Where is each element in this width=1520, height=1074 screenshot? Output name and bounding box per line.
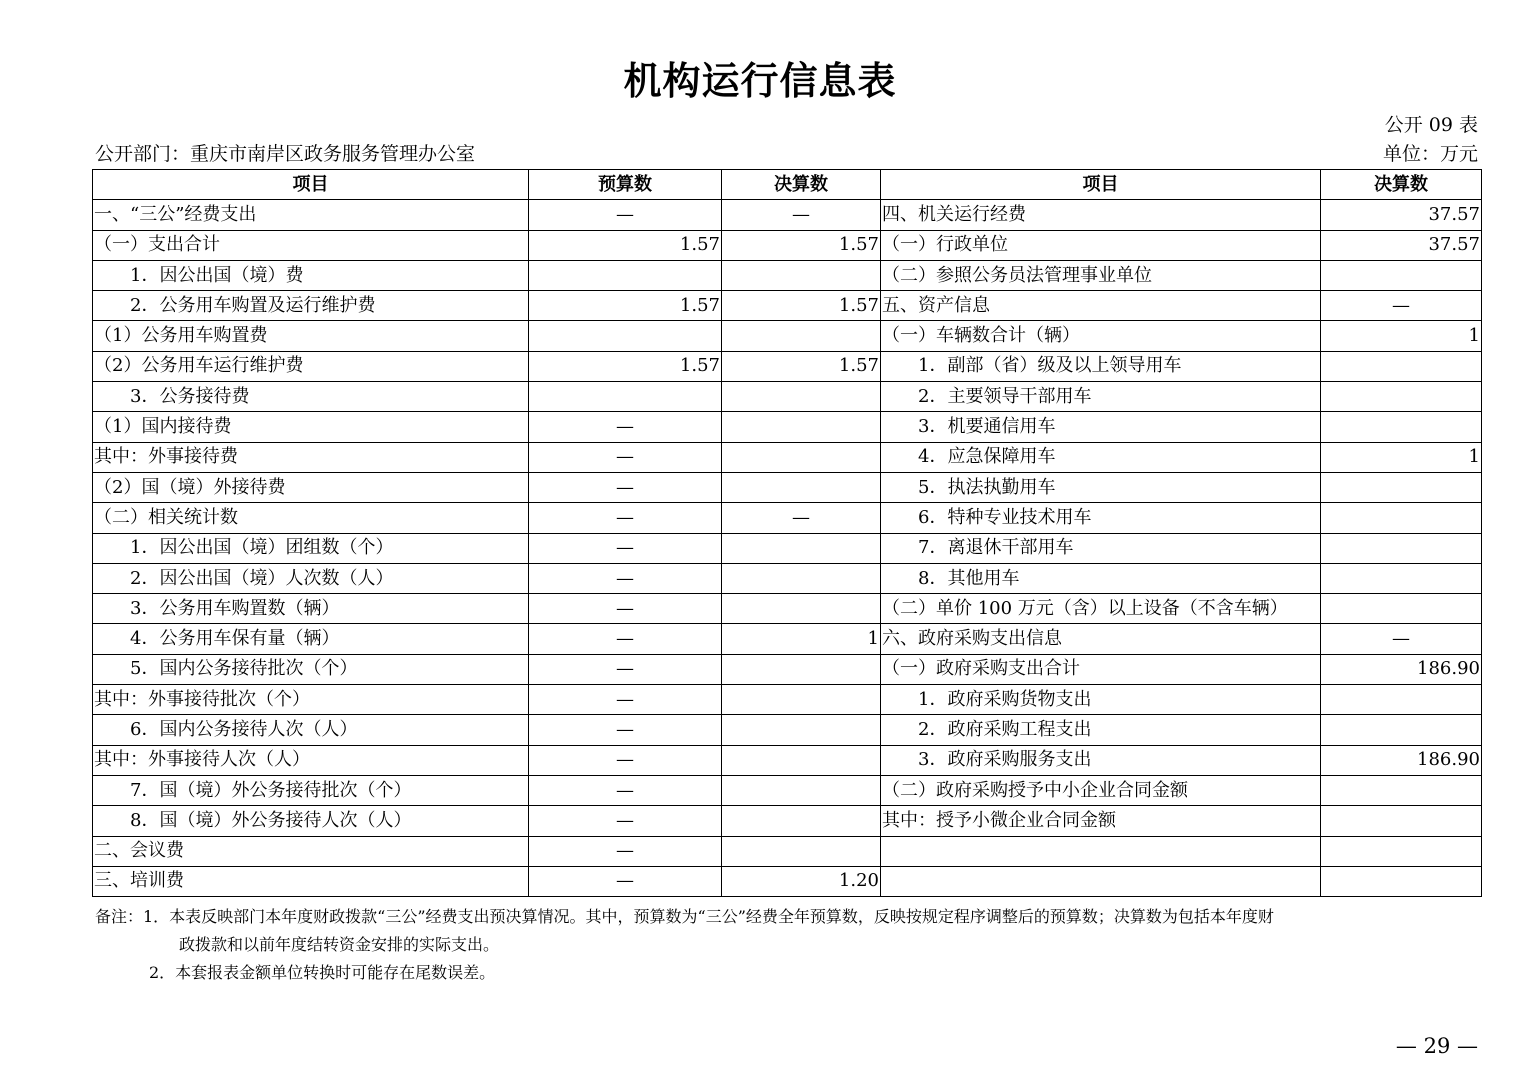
cell-item-right: （一）行政单位 xyxy=(881,230,1321,260)
cell-item-right: （一）车辆数合计（辆） xyxy=(881,321,1321,351)
cell-item-left: （二）相关统计数 xyxy=(93,503,529,533)
form-id: 公开 09 表 xyxy=(1384,114,1478,136)
cell-item-left: 4．公务用车保有量（辆） xyxy=(93,624,529,654)
cell-item-left: 1．因公出国（境）团组数（个） xyxy=(93,533,529,563)
header-item-right: 项目 xyxy=(881,170,1321,200)
cell-final-right: 1 xyxy=(1321,321,1482,351)
table-header-row xyxy=(93,170,1482,200)
cell-final-left xyxy=(722,412,881,442)
cell-item-left: 一、“三公”经费支出 xyxy=(93,200,529,230)
cell-final-right: 186.90 xyxy=(1321,654,1482,684)
table-row xyxy=(93,624,1482,654)
cell-final-right: — xyxy=(1321,291,1482,321)
cell-final-left xyxy=(722,775,881,805)
table-row xyxy=(93,563,1482,593)
table-row xyxy=(93,745,1482,775)
cell-final-left xyxy=(722,836,881,866)
cell-budget: — xyxy=(529,533,722,563)
cell-item-left: （2）国（境）外接待费 xyxy=(93,472,529,502)
cell-final-left: 1.57 xyxy=(722,351,881,381)
cell-final-left xyxy=(722,260,881,290)
cell-budget: — xyxy=(529,442,722,472)
cell-final-right xyxy=(1321,412,1482,442)
table-row xyxy=(93,806,1482,836)
cell-item-right: 六、政府采购支出信息 xyxy=(881,624,1321,654)
cell-budget: — xyxy=(529,685,722,715)
cell-item-left: （1）国内接待费 xyxy=(93,412,529,442)
cell-item-left: 其中：外事接待人次（人） xyxy=(93,745,529,775)
cell-budget: — xyxy=(529,624,722,654)
cell-final-left xyxy=(722,442,881,472)
operations-info-table xyxy=(92,169,1482,897)
cell-item-left: 2．公务用车购置及运行维护费 xyxy=(93,291,529,321)
note-line-3: 2．本套报表金额单位转换时可能存在尾数误差。 xyxy=(149,963,496,982)
cell-final-right xyxy=(1321,775,1482,805)
cell-item-right: 1．副部（省）级及以上领导用车 xyxy=(881,351,1321,381)
table-row xyxy=(93,382,1482,412)
cell-final-right xyxy=(1321,594,1482,624)
cell-item-left: 8．国（境）外公务接待人次（人） xyxy=(93,806,529,836)
cell-final-right xyxy=(1321,351,1482,381)
cell-final-right: 186.90 xyxy=(1321,745,1482,775)
cell-final-right xyxy=(1321,533,1482,563)
header-budget: 预算数 xyxy=(529,170,722,200)
cell-final-right: — xyxy=(1321,624,1482,654)
header-item-left: 项目 xyxy=(93,170,529,200)
cell-item-left: （2）公务用车运行维护费 xyxy=(93,351,529,381)
cell-budget: — xyxy=(529,200,722,230)
cell-final-right xyxy=(1321,382,1482,412)
table-row xyxy=(93,775,1482,805)
cell-item-right: （二）政府采购授予中小企业合同金额 xyxy=(881,775,1321,805)
cell-final-left: 1.57 xyxy=(722,230,881,260)
cell-budget: — xyxy=(529,503,722,533)
note-line-1: 备注：1．本表反映部门本年度财政拨款“三公”经费支出预决算情况。其中，预算数为“三公”经费全年预算数，反映按规定程序调整后的预算数；决算数为包括本年度财 xyxy=(95,907,1274,926)
table-row xyxy=(93,685,1482,715)
cell-budget xyxy=(529,260,722,290)
cell-final-right xyxy=(1321,836,1482,866)
table-row xyxy=(93,351,1482,381)
cell-final-right xyxy=(1321,685,1482,715)
table-row xyxy=(93,442,1482,472)
table-row xyxy=(93,533,1482,563)
cell-item-left: 5．国内公务接待批次（个） xyxy=(93,654,529,684)
table-row xyxy=(93,291,1482,321)
cell-item-right: 5．执法执勤用车 xyxy=(881,472,1321,502)
table-row xyxy=(93,654,1482,684)
cell-item-left: 其中：外事接待批次（个） xyxy=(93,685,529,715)
cell-budget: — xyxy=(529,806,722,836)
cell-final-right: 37.57 xyxy=(1321,200,1482,230)
table-row xyxy=(93,503,1482,533)
cell-budget: 1.57 xyxy=(529,351,722,381)
cell-item-left: 3．公务接待费 xyxy=(93,382,529,412)
cell-item-left: 2．因公出国（境）人次数（人） xyxy=(93,563,529,593)
cell-budget: 1.57 xyxy=(529,291,722,321)
cell-final-left xyxy=(722,382,881,412)
cell-item-left: 3．公务用车购置数（辆） xyxy=(93,594,529,624)
cell-final-left: 1.57 xyxy=(722,291,881,321)
cell-budget: — xyxy=(529,654,722,684)
cell-budget xyxy=(529,382,722,412)
cell-item-right: 其中：授予小微企业合同金额 xyxy=(881,806,1321,836)
cell-item-right: （二）参照公务员法管理事业单位 xyxy=(881,260,1321,290)
cell-budget: — xyxy=(529,836,722,866)
cell-item-left: 二、会议费 xyxy=(93,836,529,866)
note-line-2: 政拨款和以前年度结转资金安排的实际支出。 xyxy=(179,935,500,954)
table-row xyxy=(93,260,1482,290)
cell-item-right: 五、资产信息 xyxy=(881,291,1321,321)
cell-item-left: 6．国内公务接待人次（人） xyxy=(93,715,529,745)
cell-budget: — xyxy=(529,715,722,745)
cell-budget: 1.57 xyxy=(529,230,722,260)
department-label: 公开部门：重庆市南岸区政务服务管理办公室 xyxy=(95,143,476,165)
table-row xyxy=(93,836,1482,866)
table-row xyxy=(93,715,1482,745)
header-final-right: 决算数 xyxy=(1321,170,1482,200)
cell-final-right xyxy=(1321,472,1482,502)
cell-final-left: — xyxy=(722,503,881,533)
cell-item-right xyxy=(881,836,1321,866)
page-title: 机构运行信息表 xyxy=(623,59,897,103)
cell-final-right xyxy=(1321,260,1482,290)
cell-item-left: 三、培训费 xyxy=(93,866,529,896)
cell-item-left: 1．因公出国（境）费 xyxy=(93,260,529,290)
cell-item-right: 2．主要领导干部用车 xyxy=(881,382,1321,412)
cell-budget: — xyxy=(529,745,722,775)
cell-final-right xyxy=(1321,806,1482,836)
header-final-left: 决算数 xyxy=(722,170,881,200)
cell-final-left: — xyxy=(722,200,881,230)
cell-budget: — xyxy=(529,472,722,502)
cell-budget xyxy=(529,321,722,351)
cell-item-right: 4．应急保障用车 xyxy=(881,442,1321,472)
cell-final-left xyxy=(722,654,881,684)
cell-final-left xyxy=(722,806,881,836)
unit-label: 单位：万元 xyxy=(1382,143,1478,165)
table-row xyxy=(93,321,1482,351)
cell-budget: — xyxy=(529,412,722,442)
cell-final-left xyxy=(722,472,881,502)
cell-item-right: 7．离退休干部用车 xyxy=(881,533,1321,563)
cell-item-right: 3．机要通信用车 xyxy=(881,412,1321,442)
cell-final-left xyxy=(722,745,881,775)
cell-final-left: 1 xyxy=(722,624,881,654)
cell-item-left: 7．国（境）外公务接待批次（个） xyxy=(93,775,529,805)
cell-item-left: （1）公务用车购置费 xyxy=(93,321,529,351)
cell-item-right: 2．政府采购工程支出 xyxy=(881,715,1321,745)
cell-budget: — xyxy=(529,775,722,805)
cell-budget: — xyxy=(529,594,722,624)
table-row xyxy=(93,472,1482,502)
cell-final-right xyxy=(1321,563,1482,593)
cell-item-right: 8．其他用车 xyxy=(881,563,1321,593)
cell-item-right: 3．政府采购服务支出 xyxy=(881,745,1321,775)
cell-item-left: （一）支出合计 xyxy=(93,230,529,260)
table-row xyxy=(93,230,1482,260)
table-body xyxy=(93,200,1482,897)
cell-final-right: 1 xyxy=(1321,442,1482,472)
table-row xyxy=(93,412,1482,442)
cell-item-right: 6．特种专业技术用车 xyxy=(881,503,1321,533)
page-number: — 29 — xyxy=(1395,1034,1478,1058)
cell-final-right xyxy=(1321,503,1482,533)
cell-final-right xyxy=(1321,715,1482,745)
cell-item-right: 1．政府采购货物支出 xyxy=(881,685,1321,715)
table-row xyxy=(93,200,1482,230)
cell-item-right: 四、机关运行经费 xyxy=(881,200,1321,230)
table-row xyxy=(93,866,1482,896)
notes xyxy=(95,903,1485,987)
cell-final-right xyxy=(1321,866,1482,896)
cell-final-right: 37.57 xyxy=(1321,230,1482,260)
cell-final-left xyxy=(722,533,881,563)
cell-final-left xyxy=(722,594,881,624)
cell-budget: — xyxy=(529,563,722,593)
cell-final-left: 1.20 xyxy=(722,866,881,896)
cell-final-left xyxy=(722,685,881,715)
cell-budget: — xyxy=(529,866,722,896)
cell-item-right xyxy=(881,866,1321,896)
cell-final-left xyxy=(722,563,881,593)
cell-item-right: （二）单价 100 万元（含）以上设备（不含车辆） xyxy=(881,594,1321,624)
table-row xyxy=(93,594,1482,624)
cell-item-right: （一）政府采购支出合计 xyxy=(881,654,1321,684)
cell-item-left: 其中：外事接待费 xyxy=(93,442,529,472)
cell-final-left xyxy=(722,715,881,745)
cell-final-left xyxy=(722,321,881,351)
